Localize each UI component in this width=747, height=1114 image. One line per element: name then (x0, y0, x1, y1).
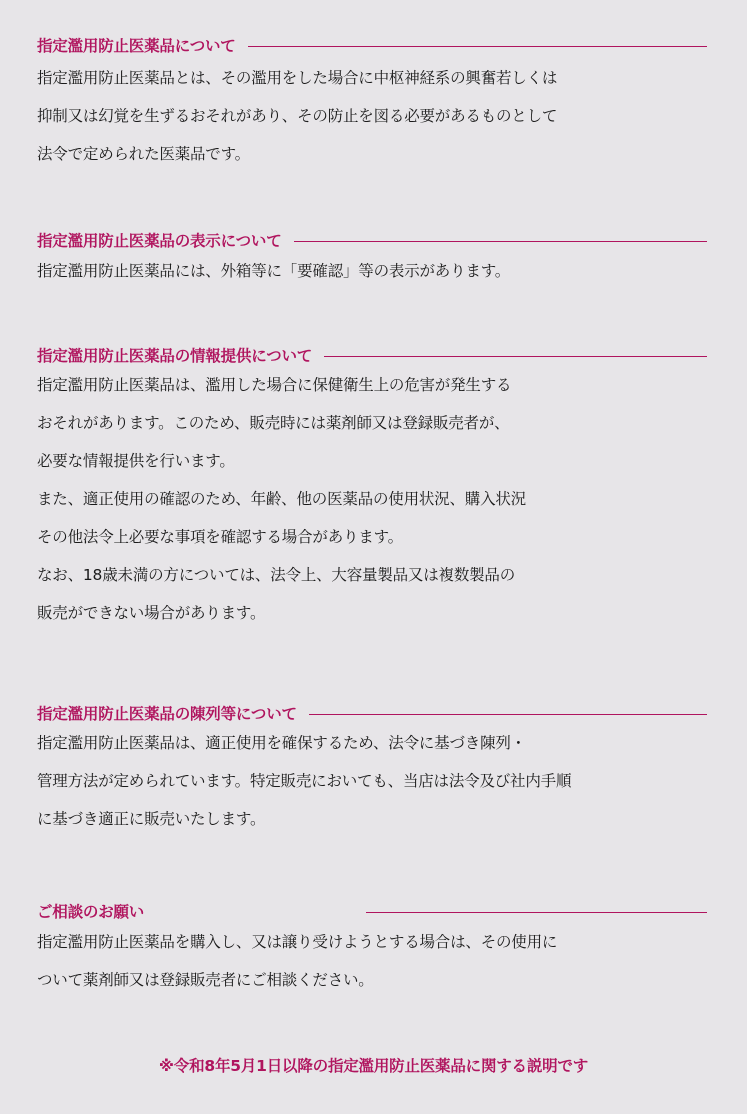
section-body (37, 252, 707, 290)
section-heading-row (37, 900, 707, 922)
section-heading-row (37, 229, 707, 251)
heading-rule (248, 46, 707, 47)
section-heading: 指定濫用防止医薬品の情報提供について (37, 347, 313, 365)
section-heading-row (37, 344, 707, 366)
body-line: 法令で定められた医薬品です。 (37, 145, 250, 163)
body-line: また、適正使用の確認のため、年齢、他の医薬品の使用状況、購入状況 (37, 490, 526, 508)
body-line: 指定濫用防止医薬品は、濫用した場合に保健衛生上の危害が発生する (37, 376, 512, 394)
body-line: その他法令上必要な事項を確認する場合があります。 (37, 528, 403, 546)
section-body (37, 59, 707, 173)
body-line: おそれがあります。このため、販売時には薬剤師又は登録販売者が、 (37, 414, 510, 432)
heading-rule (294, 241, 708, 242)
body-line: 抑制又は幻覚を生ずるおそれがあり、その防止を図る必要があるものとして (37, 107, 558, 125)
section-heading: 指定濫用防止医薬品の陳列等について (37, 705, 297, 723)
footer-note: ※令和8年5月1日以降の指定濫用防止医薬品に関する説明です (158, 1057, 589, 1075)
body-line: 指定濫用防止医薬品とは、その濫用をした場合に中枢神経系の興奮若しくは (37, 69, 558, 87)
section-body (37, 366, 707, 632)
section-heading-row (37, 702, 707, 724)
section-heading: ご相談のお願い (37, 903, 145, 921)
body-line: なお、18歳未満の方については、法令上、大容量製品又は複数製品の (37, 566, 516, 584)
section-body (37, 923, 707, 999)
section-consultation (37, 900, 707, 999)
heading-rule (309, 714, 707, 715)
body-line: 必要な情報提供を行います。 (37, 452, 235, 470)
section-information (37, 344, 707, 632)
section-about (37, 34, 707, 173)
heading-rule (366, 912, 707, 913)
heading-rule (324, 356, 707, 357)
body-line: 指定濫用防止医薬品は、適正使用を確保するため、法令に基づき陳列・ (37, 734, 526, 752)
section-heading: 指定濫用防止医薬品の表示について (37, 232, 282, 250)
section-heading-row (37, 34, 707, 56)
section-display (37, 702, 707, 838)
section-labeling (37, 229, 707, 290)
body-line: 販売ができない場合があります。 (37, 604, 266, 622)
body-line: 指定濫用防止医薬品を購入し、又は譲り受けようとする場合は、その使用に (37, 933, 558, 951)
body-line: に基づき適正に販売いたします。 (37, 810, 266, 828)
body-line: 管理方法が定められています。特定販売においても、当店は法令及び社内手順 (37, 772, 572, 790)
section-heading: 指定濫用防止医薬品について (37, 37, 236, 55)
body-line: ついて薬剤師又は登録販売者にご相談ください。 (37, 971, 374, 989)
section-body (37, 724, 707, 838)
body-line: 指定濫用防止医薬品には、外箱等に「要確認」等の表示があります。 (37, 262, 511, 280)
